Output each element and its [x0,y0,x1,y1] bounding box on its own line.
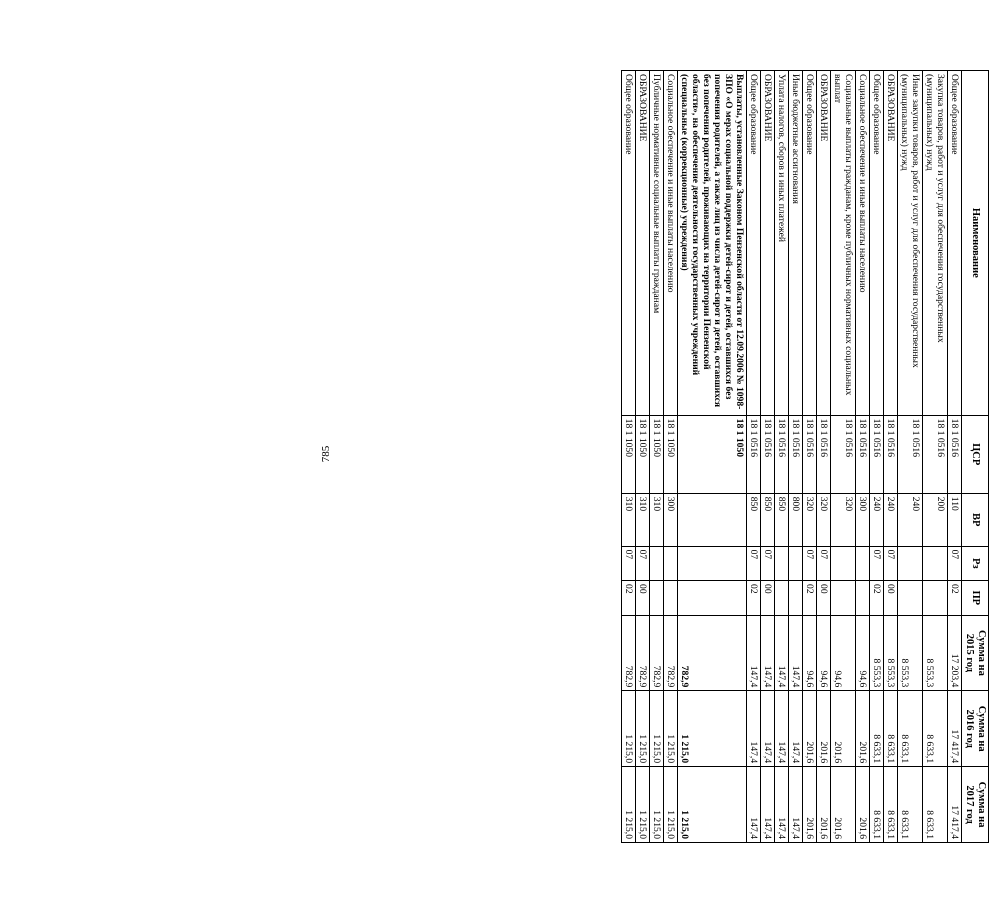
table-row [747,71,761,843]
cell-sum-2016: 1 215,0 [650,691,664,767]
cell-csr: 18 1 0516 [923,415,948,493]
cell-sum-2017: 17 417,4 [948,767,962,843]
cell-sum-2015: 782,9 [636,615,650,691]
cell-rz [789,546,803,580]
cell-name: ОБРАЗОВАНИЕ [636,71,650,416]
cell-rz [664,546,678,580]
cell-sum-2017: 8 633,1 [898,767,923,843]
cell-sum-2016: 8 633,1 [898,691,923,767]
cell-sum-2015: 17 203,4 [948,615,962,691]
cell-rz [775,546,789,580]
cell-rz [856,546,870,580]
cell-sum-2017: 8 633,1 [923,767,948,843]
cell-name: ОБРАЗОВАНИЕ [884,71,898,416]
cell-sum-2015: 782,9 [678,615,747,691]
cell-vr: 240 [898,493,923,546]
cell-sum-2015: 147,4 [761,615,775,691]
cell-pr [678,581,747,615]
cell-pr [789,581,803,615]
cell-vr: 850 [775,493,789,546]
table-row [775,71,789,843]
cell-name: Общее образование [747,71,761,416]
page-number: 785 [320,445,332,463]
cell-sum-2017: 1 215,0 [650,767,664,843]
cell-sum-2015: 782,9 [622,615,636,691]
cell-vr: 320 [817,493,831,546]
header-pr: ПР [962,581,989,615]
cell-sum-2015: 147,4 [789,615,803,691]
cell-vr: 320 [831,493,856,546]
header-sum-2017: Сумма на 2017 год [962,767,989,843]
cell-sum-2017: 1 215,0 [636,767,650,843]
cell-csr: 18 1 0516 [747,415,761,493]
cell-pr [898,581,923,615]
cell-pr: 00 [636,581,650,615]
cell-csr: 18 1 1050 [636,415,650,493]
cell-rz: 07 [747,546,761,580]
cell-rz [831,546,856,580]
cell-csr: 18 1 0516 [817,415,831,493]
cell-sum-2016: 1 215,0 [636,691,650,767]
cell-sum-2016: 147,4 [775,691,789,767]
cell-vr: 310 [636,493,650,546]
cell-sum-2015: 94,6 [803,615,817,691]
cell-csr: 18 1 0516 [831,415,856,493]
cell-rz: 07 [817,546,831,580]
cell-name: Общее образование [870,71,884,416]
cell-pr [650,581,664,615]
cell-csr: 18 1 0516 [803,415,817,493]
table-row [884,71,898,843]
cell-rz: 07 [948,546,962,580]
cell-sum-2016: 8 633,1 [884,691,898,767]
cell-sum-2017: 8 633,1 [884,767,898,843]
cell-name: Уплата налогов, сборов и иных платежей [775,71,789,416]
table-row [948,71,962,843]
cell-name: Социальные выплаты гражданам, кроме публичных нормативных социальных выплат [831,71,856,416]
cell-vr: 310 [650,493,664,546]
cell-sum-2015: 94,6 [817,615,831,691]
cell-vr: 300 [664,493,678,546]
cell-sum-2016: 1 215,0 [622,691,636,767]
cell-sum-2015: 8 553,3 [898,615,923,691]
cell-vr: 310 [622,493,636,546]
cell-sum-2016: 1 215,0 [678,691,747,767]
cell-pr: 00 [761,581,775,615]
cell-rz [678,546,747,580]
cell-pr [923,581,948,615]
cell-sum-2015: 8 553,3 [923,615,948,691]
cell-pr [775,581,789,615]
cell-sum-2017: 147,4 [775,767,789,843]
cell-pr: 00 [884,581,898,615]
cell-sum-2016: 17 417,4 [948,691,962,767]
cell-vr: 850 [747,493,761,546]
cell-name: Иные закупки товаров, работ и услуг для обеспечения государственных (муниципальных) нужд [898,71,923,416]
cell-sum-2016: 201,6 [831,691,856,767]
table-row [650,71,664,843]
cell-vr: 240 [884,493,898,546]
cell-sum-2017: 1 215,0 [678,767,747,843]
cell-sum-2015: 8 553,3 [870,615,884,691]
cell-sum-2015: 8 553,3 [884,615,898,691]
cell-vr: 800 [789,493,803,546]
cell-sum-2016: 147,4 [761,691,775,767]
budget-table [621,70,989,843]
cell-sum-2017: 1 215,0 [664,767,678,843]
cell-name: Общее образование [622,71,636,416]
cell-name: Социальное обеспечение и иные выплаты населению [664,71,678,416]
cell-pr [831,581,856,615]
cell-name: Общее образование [803,71,817,416]
table-row [789,71,803,843]
cell-rz [923,546,948,580]
cell-csr: 18 1 0516 [898,415,923,493]
cell-rz: 07 [636,546,650,580]
cell-sum-2017: 147,4 [789,767,803,843]
cell-rz: 07 [761,546,775,580]
cell-pr: 02 [622,581,636,615]
table-row [664,71,678,843]
cell-name: Общее образование [948,71,962,416]
cell-rz: 07 [870,546,884,580]
cell-name: Публичные нормативные социальные выплаты гражданам [650,71,664,416]
cell-rz: 07 [803,546,817,580]
cell-sum-2017: 201,6 [831,767,856,843]
cell-vr: 240 [870,493,884,546]
cell-pr [856,581,870,615]
cell-name: ОБРАЗОВАНИЕ [817,71,831,416]
cell-sum-2016: 147,4 [789,691,803,767]
header-sum-2015: Сумма на 2015 год [962,615,989,691]
cell-pr: 02 [870,581,884,615]
cell-sum-2016: 201,6 [803,691,817,767]
table-body [622,71,962,843]
cell-sum-2015: 782,9 [664,615,678,691]
table-row [898,71,923,843]
table-row [803,71,817,843]
cell-sum-2017: 147,4 [761,767,775,843]
cell-sum-2017: 201,6 [817,767,831,843]
cell-sum-2017: 201,6 [856,767,870,843]
cell-rz: 07 [622,546,636,580]
cell-name: Социальное обеспечение и иные выплаты населению [856,71,870,416]
table-row [831,71,856,843]
table-row [856,71,870,843]
cell-sum-2017: 8 633,1 [870,767,884,843]
header-csr: ЦСР [962,415,989,493]
cell-name: ОБРАЗОВАНИЕ [761,71,775,416]
cell-pr: 02 [803,581,817,615]
cell-sum-2016: 8 633,1 [923,691,948,767]
cell-vr [678,493,747,546]
cell-vr: 300 [856,493,870,546]
cell-sum-2017: 1 215,0 [622,767,636,843]
cell-pr [664,581,678,615]
table-row [761,71,775,843]
header-rz: Рз [962,546,989,580]
cell-vr: 320 [803,493,817,546]
cell-csr: 18 1 1050 [622,415,636,493]
table-row [636,71,650,843]
cell-csr: 18 1 0516 [884,415,898,493]
cell-sum-2015: 94,6 [831,615,856,691]
cell-sum-2016: 201,6 [817,691,831,767]
cell-csr: 18 1 0516 [870,415,884,493]
table-row [923,71,948,843]
cell-rz [650,546,664,580]
cell-vr: 110 [948,493,962,546]
cell-name: Иные бюджетные ассигнования [789,71,803,416]
cell-sum-2015: 147,4 [747,615,761,691]
cell-csr: 18 1 1050 [678,415,747,493]
table-row [678,71,747,843]
table-row [870,71,884,843]
cell-csr: 18 1 0516 [948,415,962,493]
cell-rz [898,546,923,580]
cell-pr: 02 [747,581,761,615]
cell-csr: 18 1 0516 [775,415,789,493]
header-row [962,71,989,843]
cell-sum-2017: 147,4 [747,767,761,843]
cell-name: Выплаты, установленные Законом Пензенской области от 12.09.2006 № 1098-ЗПО «О мерах социальной поддержки детей-сирот и детей, оставшихся без попечения родителей, а также лиц из числа детей-сирот и детей, оставшихся без попечения родителей, проживающих на территории Пензенской области», на обеспечение деятельности государственных учреждений (специальные (коррекционные) учреждения) [678,71,747,416]
cell-sum-2016: 147,4 [747,691,761,767]
cell-sum-2017: 201,6 [803,767,817,843]
cell-sum-2015: 782,9 [650,615,664,691]
table-row [817,71,831,843]
cell-csr: 18 1 0516 [856,415,870,493]
cell-sum-2016: 201,6 [856,691,870,767]
cell-vr: 850 [761,493,775,546]
cell-pr: 00 [817,581,831,615]
cell-csr: 18 1 1050 [650,415,664,493]
cell-sum-2015: 94,6 [856,615,870,691]
table-wrapper [546,70,989,843]
header-vr: ВР [962,493,989,546]
cell-name: Закупка товаров, работ и услуг для обеспечения государственных (муниципальных) нужд [923,71,948,416]
header-sum-2016: Сумма на 2016 год [962,691,989,767]
header-name: Наименование [962,71,989,416]
table-row [622,71,636,843]
cell-csr: 18 1 0516 [789,415,803,493]
cell-sum-2016: 8 633,1 [870,691,884,767]
cell-csr: 18 1 0516 [761,415,775,493]
cell-csr: 18 1 1050 [664,415,678,493]
cell-sum-2015: 147,4 [775,615,789,691]
cell-sum-2016: 1 215,0 [664,691,678,767]
cell-vr: 200 [923,493,948,546]
cell-rz: 07 [884,546,898,580]
rotated-table-container [546,70,989,843]
cell-pr: 02 [948,581,962,615]
